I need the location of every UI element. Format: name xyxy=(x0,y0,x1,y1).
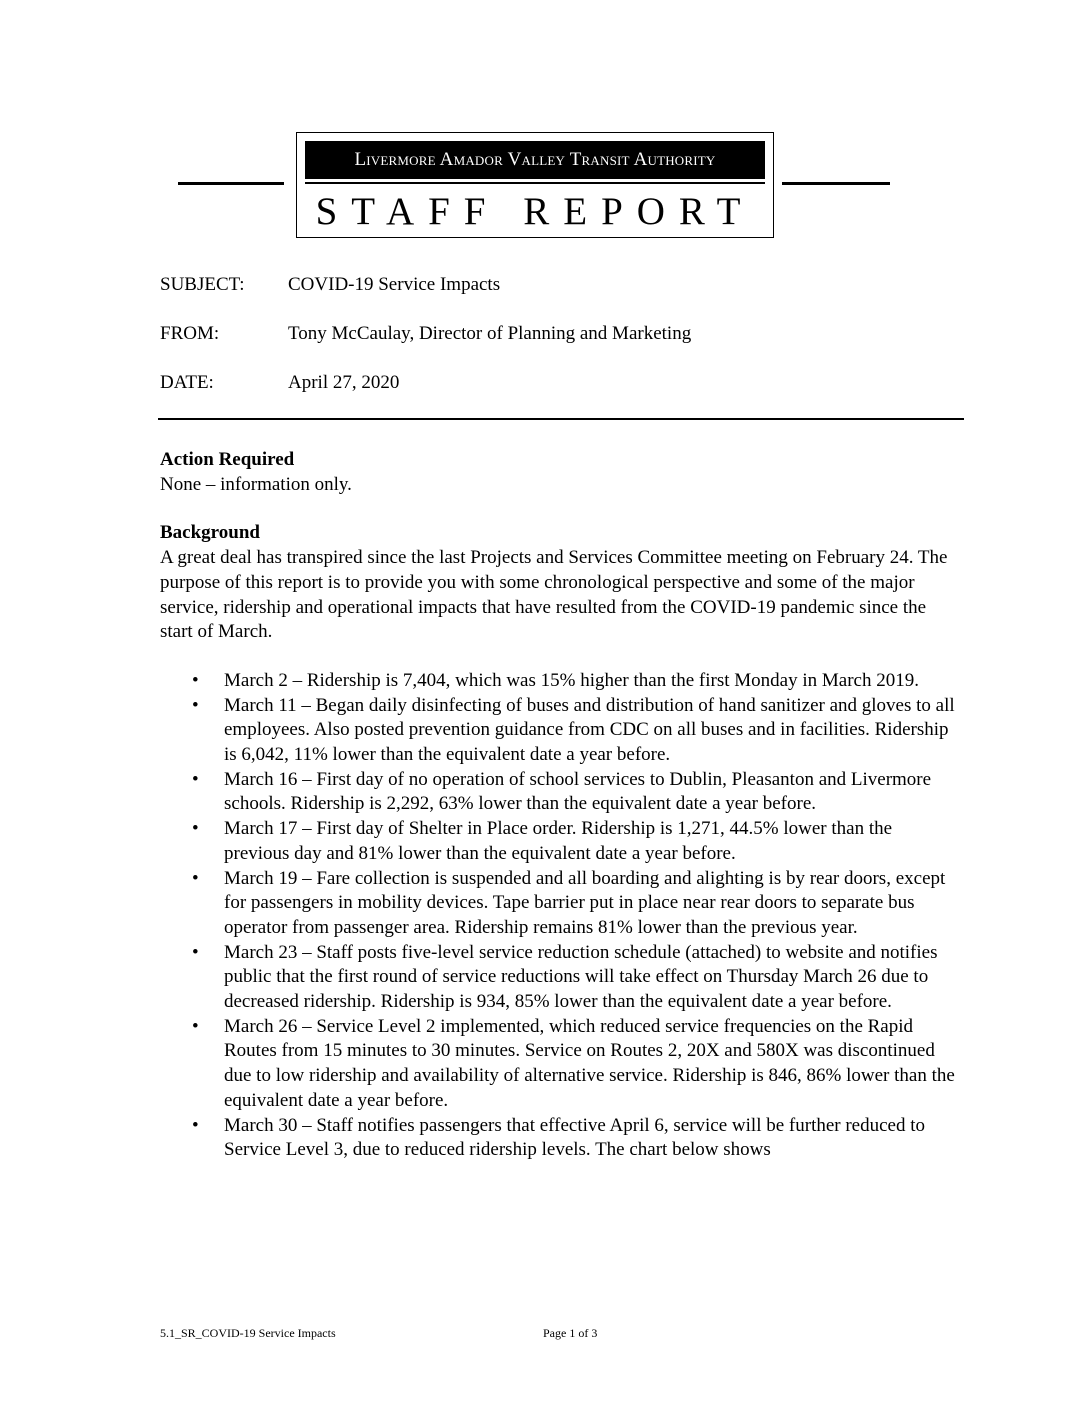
list-item-text: March 30 – Staff notifies passengers that effective April 6, service will be further reduced to Service Level 3, due to reduced ridership levels. The chart below shows xyxy=(224,1114,926,1161)
report-header xyxy=(296,132,774,238)
list-item xyxy=(160,768,960,817)
footer-page-number: Page 1 of 3 xyxy=(543,1326,598,1340)
meta-value: April 27, 2020 xyxy=(288,372,400,393)
list-item xyxy=(160,941,960,1015)
meta-divider xyxy=(158,418,964,420)
list-item-text: March 26 – Service Level 2 implemented, which reduced service frequencies on the Rapid Routes from 15 minutes to 30 minutes. Service on Routes 2, 20X and 580X was discontinued due to low ridership and availability of alternative service. Ridership is 846, 86% lower than the equivalent date a year before. xyxy=(224,1015,955,1111)
agency-name: Livermore Amador Valley Transit Authority xyxy=(305,141,765,179)
bullet-icon: • xyxy=(192,669,199,691)
background-text: A great deal has transpired since the last Projects and Services Committee meeting on February 24. The purpose of this report is to provide you with some chronological perspective and some of the major service, ridership and operational impacts that have resulted from the COVID-19 pandemic since the start of March. xyxy=(160,547,948,643)
bullet-icon: • xyxy=(192,694,199,716)
list-item-text: March 16 – First day of no operation of school services to Dublin, Pleasanton and Livermore schools. Ridership is 2,292, 63% lower than the equivalent date a year before. xyxy=(224,768,932,815)
list-item-text: March 11 – Began daily disinfecting of buses and distribution of hand sanitizer and gloves to all employees. Also posted prevention guidance from CDC on all buses and in facilities. Ridership is 6,042, 11% lower than the equivalent date a year before. xyxy=(224,694,955,766)
agency-underline xyxy=(305,182,765,184)
list-item-text: March 23 – Staff posts five-level service reduction schedule (attached) to website and notifies public that the first round of service reductions will take effect on Thursday March 26 due to decreased ridership. Ridership is 934, 85% lower than the equivalent date a year before. xyxy=(224,941,938,1013)
header-rule-left xyxy=(178,182,284,185)
meta-label: DATE: xyxy=(160,372,214,393)
action-required-heading: Action Required xyxy=(160,449,295,470)
bullet-icon: • xyxy=(192,867,199,889)
action-required-text: None – information only. xyxy=(160,473,352,495)
bullet-icon: • xyxy=(192,768,199,790)
footer-file-name: 5.1_SR_COVID-19 Service Impacts xyxy=(160,1326,336,1340)
bullet-icon: • xyxy=(192,1015,199,1037)
list-item xyxy=(160,694,960,768)
list-item xyxy=(160,867,960,941)
list-item xyxy=(160,1015,960,1114)
list-item-text: March 19 – Fare collection is suspended and all boarding and alighting is by rear doors, except for passengers in mobility devices. Tape barrier put in place near rear doors to separate bus operator from passenger area. Ridership remains 81% lower than the previous year. xyxy=(224,867,946,938)
timeline-list xyxy=(160,669,960,1163)
report-title: STAFF REPORT xyxy=(315,190,755,233)
meta-value: COVID-19 Service Impacts xyxy=(288,274,501,295)
meta-value: Tony McCaulay, Director of Planning and Marketing xyxy=(288,323,692,344)
header-rule-right xyxy=(782,182,890,185)
report-body xyxy=(160,448,960,1163)
list-item xyxy=(160,817,960,866)
meta-label: FROM: xyxy=(160,323,220,344)
meta-label: SUBJECT: xyxy=(160,274,245,295)
list-item-text: March 17 – First day of Shelter in Place order. Ridership is 1,271, 44.5% lower than the previous day and 81% lower than the equivalent date a year before. xyxy=(224,818,893,864)
background-heading: Background xyxy=(160,522,260,544)
bullet-icon: • xyxy=(192,941,199,963)
list-item xyxy=(160,1114,960,1163)
list-item xyxy=(160,669,960,694)
bullet-icon: • xyxy=(192,1114,199,1136)
list-item-text: March 2 – Ridership is 7,404, which was 15% higher than the first Monday in March 2019. xyxy=(224,669,919,691)
bullet-icon: • xyxy=(192,818,199,840)
